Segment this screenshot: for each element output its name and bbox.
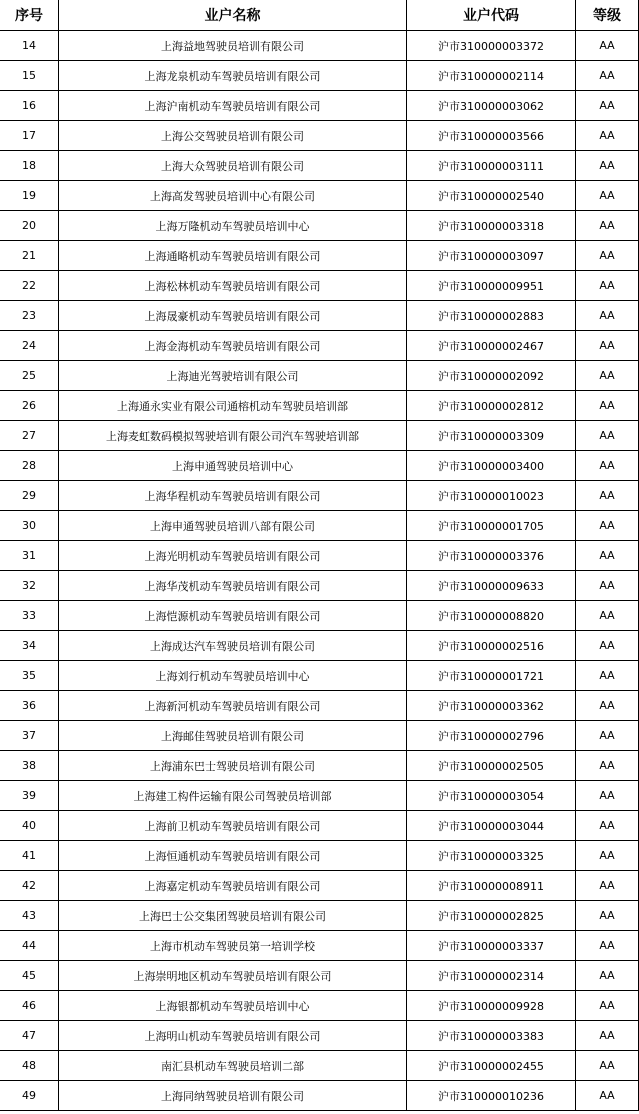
cell-grade: AA xyxy=(576,901,639,931)
cell-code: 沪市310000009928 xyxy=(407,991,576,1021)
cell-seq: 41 xyxy=(0,841,59,871)
cell-name: 上海新河机动车驾驶员培训有限公司 xyxy=(59,691,407,721)
cell-name: 上海通略机动车驾驶员培训有限公司 xyxy=(59,241,407,271)
cell-grade: AA xyxy=(576,1081,639,1111)
cell-seq: 38 xyxy=(0,751,59,781)
cell-code: 沪市310000003376 xyxy=(407,541,576,571)
cell-name: 上海益地驾驶员培训有限公司 xyxy=(59,31,407,61)
table-row xyxy=(0,181,639,211)
cell-seq: 46 xyxy=(0,991,59,1021)
cell-grade: AA xyxy=(576,241,639,271)
cell-code: 沪市310000003372 xyxy=(407,31,576,61)
cell-name: 上海恺源机动车驾驶员培训有限公司 xyxy=(59,601,407,631)
cell-code: 沪市310000002516 xyxy=(407,631,576,661)
table-row xyxy=(0,601,639,631)
table-row xyxy=(0,451,639,481)
table-row xyxy=(0,571,639,601)
cell-seq: 39 xyxy=(0,781,59,811)
cell-grade: AA xyxy=(576,781,639,811)
cell-seq: 35 xyxy=(0,661,59,691)
cell-seq: 19 xyxy=(0,181,59,211)
cell-code: 沪市310000002883 xyxy=(407,301,576,331)
cell-grade: AA xyxy=(576,451,639,481)
table-row xyxy=(0,811,639,841)
cell-name: 上海龙泉机动车驾驶员培训有限公司 xyxy=(59,61,407,91)
table-row xyxy=(0,871,639,901)
table-row xyxy=(0,1051,639,1081)
cell-name: 上海松林机动车驾驶员培训有限公司 xyxy=(59,271,407,301)
table-row xyxy=(0,841,639,871)
cell-seq: 24 xyxy=(0,331,59,361)
table-row xyxy=(0,271,639,301)
cell-name: 上海前卫机动车驾驶员培训有限公司 xyxy=(59,811,407,841)
cell-seq: 32 xyxy=(0,571,59,601)
cell-code: 沪市310000003383 xyxy=(407,1021,576,1051)
cell-seq: 26 xyxy=(0,391,59,421)
cell-grade: AA xyxy=(576,391,639,421)
cell-grade: AA xyxy=(576,931,639,961)
cell-code: 沪市310000008911 xyxy=(407,871,576,901)
cell-code: 沪市310000003044 xyxy=(407,811,576,841)
cell-seq: 23 xyxy=(0,301,59,331)
cell-code: 沪市310000002455 xyxy=(407,1051,576,1081)
table-row xyxy=(0,991,639,1021)
cell-grade: AA xyxy=(576,421,639,451)
cell-name: 上海申通驾驶员培训八部有限公司 xyxy=(59,511,407,541)
cell-name: 上海建工构件运输有限公司驾驶员培训部 xyxy=(59,781,407,811)
cell-seq: 37 xyxy=(0,721,59,751)
cell-code: 沪市310000001721 xyxy=(407,661,576,691)
cell-name: 上海晟豪机动车驾驶员培训有限公司 xyxy=(59,301,407,331)
cell-code: 沪市310000003111 xyxy=(407,151,576,181)
cell-code: 沪市310000002796 xyxy=(407,721,576,751)
cell-code: 沪市310000009951 xyxy=(407,271,576,301)
cell-seq: 36 xyxy=(0,691,59,721)
table-row xyxy=(0,91,639,121)
cell-code: 沪市310000002092 xyxy=(407,361,576,391)
header-seq: 序号 xyxy=(0,0,59,31)
cell-seq: 31 xyxy=(0,541,59,571)
cell-code: 沪市310000003097 xyxy=(407,241,576,271)
cell-code: 沪市310000003325 xyxy=(407,841,576,871)
table-row xyxy=(0,961,639,991)
cell-grade: AA xyxy=(576,511,639,541)
cell-seq: 20 xyxy=(0,211,59,241)
table-row xyxy=(0,361,639,391)
table-row xyxy=(0,331,639,361)
cell-seq: 42 xyxy=(0,871,59,901)
cell-seq: 17 xyxy=(0,121,59,151)
cell-code: 沪市310000003309 xyxy=(407,421,576,451)
cell-grade: AA xyxy=(576,601,639,631)
table-row xyxy=(0,151,639,181)
header-name: 业户名称 xyxy=(59,0,407,31)
cell-name: 上海沪南机动车驾驶员培训有限公司 xyxy=(59,91,407,121)
cell-name: 上海市机动车驾驶员第一培训学校 xyxy=(59,931,407,961)
cell-name: 上海嘉定机动车驾驶员培训有限公司 xyxy=(59,871,407,901)
cell-seq: 16 xyxy=(0,91,59,121)
cell-code: 沪市310000002467 xyxy=(407,331,576,361)
cell-code: 沪市310000003062 xyxy=(407,91,576,121)
table-row xyxy=(0,901,639,931)
cell-grade: AA xyxy=(576,361,639,391)
cell-seq: 47 xyxy=(0,1021,59,1051)
cell-name: 上海巴士公交集团驾驶员培训有限公司 xyxy=(59,901,407,931)
cell-grade: AA xyxy=(576,841,639,871)
cell-name: 上海通永实业有限公司通榕机动车驾驶员培训部 xyxy=(59,391,407,421)
cell-seq: 29 xyxy=(0,481,59,511)
cell-grade: AA xyxy=(576,481,639,511)
header-code: 业户代码 xyxy=(407,0,576,31)
cell-code: 沪市310000010236 xyxy=(407,1081,576,1111)
cell-grade: AA xyxy=(576,91,639,121)
cell-name: 上海银都机动车驾驶员培训中心 xyxy=(59,991,407,1021)
cell-grade: AA xyxy=(576,631,639,661)
table-row xyxy=(0,301,639,331)
cell-name: 上海成达汽车驾驶员培训有限公司 xyxy=(59,631,407,661)
cell-code: 沪市310000003337 xyxy=(407,931,576,961)
cell-grade: AA xyxy=(576,721,639,751)
cell-code: 沪市310000003054 xyxy=(407,781,576,811)
table-row xyxy=(0,721,639,751)
cell-seq: 44 xyxy=(0,931,59,961)
table-row xyxy=(0,1081,639,1111)
cell-name: 上海明山机动车驾驶员培训有限公司 xyxy=(59,1021,407,1051)
table-row xyxy=(0,631,639,661)
cell-code: 沪市310000002505 xyxy=(407,751,576,781)
cell-seq: 49 xyxy=(0,1081,59,1111)
cell-code: 沪市310000009633 xyxy=(407,571,576,601)
cell-seq: 48 xyxy=(0,1051,59,1081)
cell-grade: AA xyxy=(576,31,639,61)
cell-grade: AA xyxy=(576,691,639,721)
cell-code: 沪市310000003362 xyxy=(407,691,576,721)
table-row xyxy=(0,541,639,571)
cell-grade: AA xyxy=(576,811,639,841)
cell-grade: AA xyxy=(576,541,639,571)
table-row xyxy=(0,391,639,421)
cell-seq: 15 xyxy=(0,61,59,91)
cell-code: 沪市310000003400 xyxy=(407,451,576,481)
cell-name: 南汇县机动车驾驶员培训二部 xyxy=(59,1051,407,1081)
table-row xyxy=(0,511,639,541)
cell-seq: 22 xyxy=(0,271,59,301)
cell-name: 上海邮佳驾驶员培训有限公司 xyxy=(59,721,407,751)
cell-seq: 21 xyxy=(0,241,59,271)
cell-seq: 27 xyxy=(0,421,59,451)
cell-code: 沪市310000010023 xyxy=(407,481,576,511)
cell-name: 上海大众驾驶员培训有限公司 xyxy=(59,151,407,181)
cell-seq: 33 xyxy=(0,601,59,631)
cell-seq: 25 xyxy=(0,361,59,391)
cell-name: 上海金海机动车驾驶员培训有限公司 xyxy=(59,331,407,361)
cell-name: 上海高发驾驶员培训中心有限公司 xyxy=(59,181,407,211)
cell-name: 上海麦虹数码模拟驾驶培训有限公司汽车驾驶培训部 xyxy=(59,421,407,451)
cell-code: 沪市310000002314 xyxy=(407,961,576,991)
table-row xyxy=(0,691,639,721)
cell-grade: AA xyxy=(576,751,639,781)
cell-name: 上海同纳驾驶员培训有限公司 xyxy=(59,1081,407,1111)
table-row xyxy=(0,751,639,781)
table-row xyxy=(0,931,639,961)
cell-name: 上海万隆机动车驾驶员培训中心 xyxy=(59,211,407,241)
cell-seq: 40 xyxy=(0,811,59,841)
cell-code: 沪市310000008820 xyxy=(407,601,576,631)
cell-name: 上海浦东巴士驾驶员培训有限公司 xyxy=(59,751,407,781)
table-row xyxy=(0,61,639,91)
cell-name: 上海崇明地区机动车驾驶员培训有限公司 xyxy=(59,961,407,991)
header-grade: 等级 xyxy=(576,0,639,31)
cell-name: 上海迪光驾驶培训有限公司 xyxy=(59,361,407,391)
table-row xyxy=(0,421,639,451)
cell-grade: AA xyxy=(576,331,639,361)
header-row xyxy=(0,0,639,31)
cell-grade: AA xyxy=(576,271,639,301)
table-row xyxy=(0,481,639,511)
cell-grade: AA xyxy=(576,181,639,211)
table-row xyxy=(0,31,639,61)
table-row xyxy=(0,661,639,691)
cell-seq: 28 xyxy=(0,451,59,481)
cell-grade: AA xyxy=(576,1051,639,1081)
cell-name: 上海恒通机动车驾驶员培训有限公司 xyxy=(59,841,407,871)
table-row xyxy=(0,211,639,241)
cell-code: 沪市310000002812 xyxy=(407,391,576,421)
table-row xyxy=(0,781,639,811)
cell-seq: 43 xyxy=(0,901,59,931)
cell-grade: AA xyxy=(576,211,639,241)
cell-name: 上海公交驾驶员培训有限公司 xyxy=(59,121,407,151)
cell-code: 沪市310000003566 xyxy=(407,121,576,151)
cell-seq: 45 xyxy=(0,961,59,991)
table-row xyxy=(0,241,639,271)
cell-seq: 14 xyxy=(0,31,59,61)
cell-grade: AA xyxy=(576,1021,639,1051)
cell-grade: AA xyxy=(576,871,639,901)
cell-grade: AA xyxy=(576,61,639,91)
cell-code: 沪市310000002825 xyxy=(407,901,576,931)
cell-name: 上海申通驾驶员培训中心 xyxy=(59,451,407,481)
cell-seq: 18 xyxy=(0,151,59,181)
cell-grade: AA xyxy=(576,961,639,991)
cell-grade: AA xyxy=(576,991,639,1021)
table-body xyxy=(0,31,639,1111)
cell-code: 沪市310000002540 xyxy=(407,181,576,211)
cell-name: 上海华程机动车驾驶员培训有限公司 xyxy=(59,481,407,511)
cell-grade: AA xyxy=(576,121,639,151)
cell-code: 沪市310000001705 xyxy=(407,511,576,541)
cell-grade: AA xyxy=(576,151,639,181)
cell-name: 上海刘行机动车驾驶员培训中心 xyxy=(59,661,407,691)
cell-code: 沪市310000003318 xyxy=(407,211,576,241)
cell-grade: AA xyxy=(576,571,639,601)
cell-name: 上海光明机动车驾驶员培训有限公司 xyxy=(59,541,407,571)
cell-seq: 30 xyxy=(0,511,59,541)
cell-seq: 34 xyxy=(0,631,59,661)
table-row xyxy=(0,1021,639,1051)
cell-grade: AA xyxy=(576,301,639,331)
cell-grade: AA xyxy=(576,661,639,691)
cell-name: 上海华茂机动车驾驶员培训有限公司 xyxy=(59,571,407,601)
cell-code: 沪市310000002114 xyxy=(407,61,576,91)
table-row xyxy=(0,121,639,151)
